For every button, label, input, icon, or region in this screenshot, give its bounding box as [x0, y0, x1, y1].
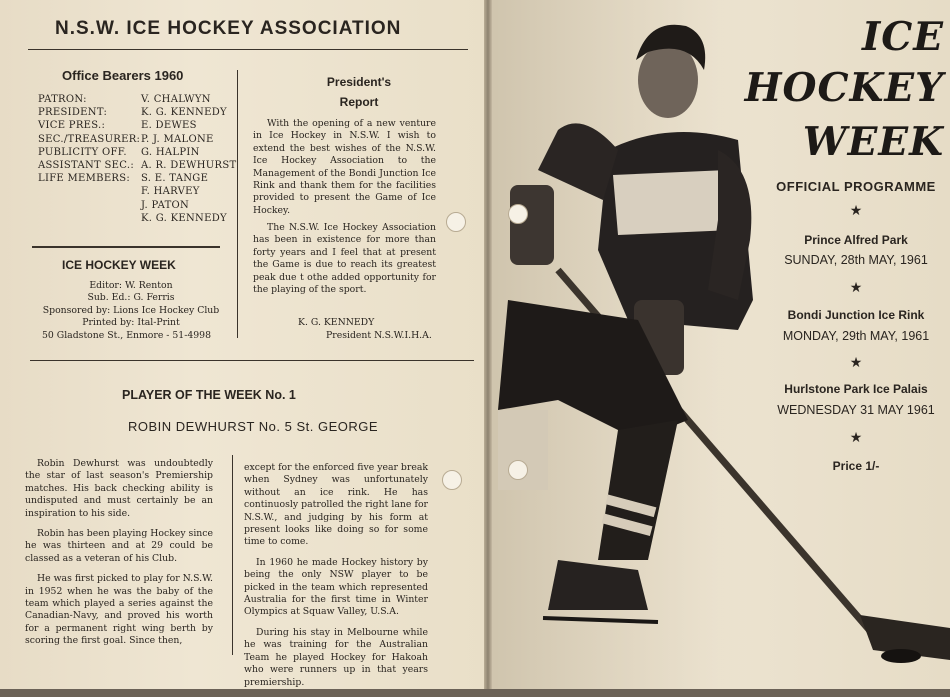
star-icon: ★: [849, 430, 863, 446]
credits-block: Editor: W. Renton Sub. Ed.: G. Ferris Sponsored by: Lions Ice Hockey Club Printed by: Ital-Print 50 Gladstone St., Enmore - 51-4998: [42, 280, 220, 341]
event-date: SUNDAY, 28th MAY, 1961: [784, 253, 928, 267]
presidents-report-heading: President's Report: [326, 75, 392, 109]
office-bearers-list: PATRON: V. CHALWYN PRESIDENT: K. G. KENNEDY VICE PRES.: E. DEWES SEC./TREASURER: P. J. MALONE PUBLICITY OFF. G. HALPIN ASSISTANT SEC.: A. R. DEWHURST LIFE MEMBERS: S. E. TANGE F. HARVEY J. PATON K. G. KENNEDY: [38, 94, 237, 224]
ice-hockey-week-heading: ICE HOCKEY WEEK: [62, 258, 176, 272]
event-venue: Prince Alfred Park: [804, 233, 908, 247]
star-icon: ★: [849, 355, 863, 371]
punch-hole: [446, 212, 466, 232]
event-venue: Hurlstone Park Ice Palais: [784, 382, 928, 396]
office-bearers-heading: Office Bearers 1960: [62, 68, 184, 83]
event-venue: Bondi Junction Ice Rink: [787, 308, 925, 322]
punch-hole: [442, 470, 462, 490]
price: Price 1/-: [832, 459, 880, 473]
column-rule: [237, 70, 238, 338]
article-column-2: except for the enforced five year break when Sydney was unfortunately without an ice rink. He has continuosly patrolled the right lane for N.S.W., and judging by his form at present looks like doing so for some time to come. In 1960 he made Hockey history by being the only NSW player to be picked in the team which represented Australia for the first time in Winter Olympics at Squaw Valley, U.S.A. During his stay in Melbourne while he was training for the Australian Team he played Hockey for Hakoah who were runners up in that years premiership.: [244, 462, 428, 688]
punch-hole: [508, 204, 528, 224]
signature-title: President N.S.W.I.H.A.: [326, 330, 432, 341]
event-date: MONDAY, 29th MAY, 1961: [782, 329, 930, 343]
punch-hole: [508, 460, 528, 480]
official-programme: OFFICIAL PROGRAMME: [776, 179, 936, 194]
article-column-1: Robin Dewhurst was undoubtedly the star of last season's Premiership matches. His back checking ability is undisputed and must certainly be an inspiration to his side. Robin has been playing Hockey since he was thirteen and at 29 could be classed as a veteran of his Club. He was first picked to play for N.S.W. in 1952 when he was the baby of the team which played a series against the Canadian-Navy, and proved his worth for a permanent right wing berth by scoring the first goal. Since then,: [25, 458, 213, 647]
divider: [28, 49, 468, 50]
presidents-report-para2: The N.S.W. Ice Hockey Association has been in existence for more than forty years and I feel that at present the Game is due to reach its greatest peak due t othe added opportunity for the playing of the sport.: [253, 222, 436, 296]
cover-title-ice: ICE: [861, 14, 944, 60]
star-icon: ★: [849, 280, 863, 296]
player-of-week-heading: PLAYER OF THE WEEK No. 1: [122, 388, 296, 402]
column-rule: [232, 455, 233, 655]
divider: [32, 246, 220, 248]
event-date: WEDNESDAY 31 MAY 1961: [777, 403, 935, 417]
page-fold: [484, 0, 492, 689]
star-icon: ★: [849, 203, 863, 219]
cover-title-hockey: HOCKEY: [744, 65, 944, 111]
divider: [30, 360, 474, 361]
signature-name: K. G. KENNEDY: [298, 317, 375, 328]
player-name: ROBIN DEWHURST No. 5 St. GEORGE: [128, 419, 379, 434]
association-title: N.S.W. ICE HOCKEY ASSOCIATION: [55, 18, 402, 39]
cover-title-week: WEEK: [802, 119, 944, 165]
presidents-report-para1: With the opening of a new venture in Ice Hockey in N.S.W. I wish to extend the best wishes of the N.S.W. Ice Hockey Association to the Management of the Bondi Junction Ice Rink and thank them for the facilities provided to present the Game of Ice Hockey.: [253, 118, 436, 216]
